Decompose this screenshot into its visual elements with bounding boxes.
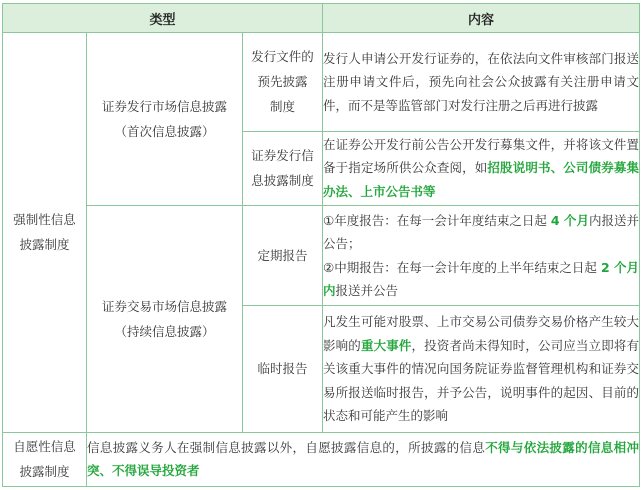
header-content: 内容 (323, 4, 640, 33)
trading-label: 证券交易市场信息披露 （持续信息披露） (87, 205, 243, 432)
issuance-label: 证券发行市场信息披露 （首次信息披露） (87, 33, 243, 206)
issue-label: 证券发行信 息披露制度 (243, 131, 323, 205)
mandatory-label: 强制性信息 披露制度 (3, 33, 87, 433)
annual-highlight: 4 个月 (550, 212, 589, 228)
issue-content: 在证券公开发行前公告公开发行募集文件，并将该文件置备于指定场所供公众查阅，如招股说明书、公司债券募集办法、上市公告书等 (323, 131, 640, 205)
issue-highlight: 招股说明书、公司债券募集办法、上市公告书等 (323, 160, 639, 199)
prelim-label: 发行文件的 预先披露 制度 (243, 33, 323, 131)
header-row (3, 4, 640, 33)
voluntary-content: 信息披露义务人在强制信息披露以外，自愿披露信息的，所披露的信息不得与依法披露的信息相冲突、不得误导投资者 (87, 432, 640, 486)
periodic-content: ①年度报告：在每一会计年度结束之日起 4 个月内报送并公告； ②中期报告：在每一会计年度的上半年结束之日起 2 个月内报送并公告 (323, 205, 640, 305)
table-row (3, 432, 640, 486)
disclosure-table (2, 3, 640, 487)
voluntary-label: 自愿性信息 披露制度 (3, 432, 87, 486)
interim-report-content: 凡发生可能对股票、上市交易公司债券交易价格产生较大影响的重大事件，投资者尚未得知时，公司应当立即将有关该重大事件的情况向国务院证券监督管理机构和证券交易所报送临时报告，并予公告，说明事件的起因、目前的状态和可能产生的影响 (323, 306, 640, 433)
table-row (3, 205, 640, 305)
prelim-content: 发行人申请公开发行证券的，在依法向文件审核部门报送注册申请文件后，预先向社会公众披露有关注册申请文件，而不是等监管部门对发行注册之后再进行披露 (323, 33, 640, 131)
interim-highlight: 2 个月内 (323, 259, 640, 299)
header-type: 类型 (3, 4, 323, 33)
major-event-highlight: 重大事件 (360, 337, 412, 353)
interim-report-label: 临时报告 (243, 306, 323, 433)
periodic-label: 定期报告 (243, 205, 323, 305)
table-row (3, 33, 640, 131)
voluntary-highlight: 不得与依法披露的信息相冲突、不得误导投资者 (87, 439, 639, 479)
